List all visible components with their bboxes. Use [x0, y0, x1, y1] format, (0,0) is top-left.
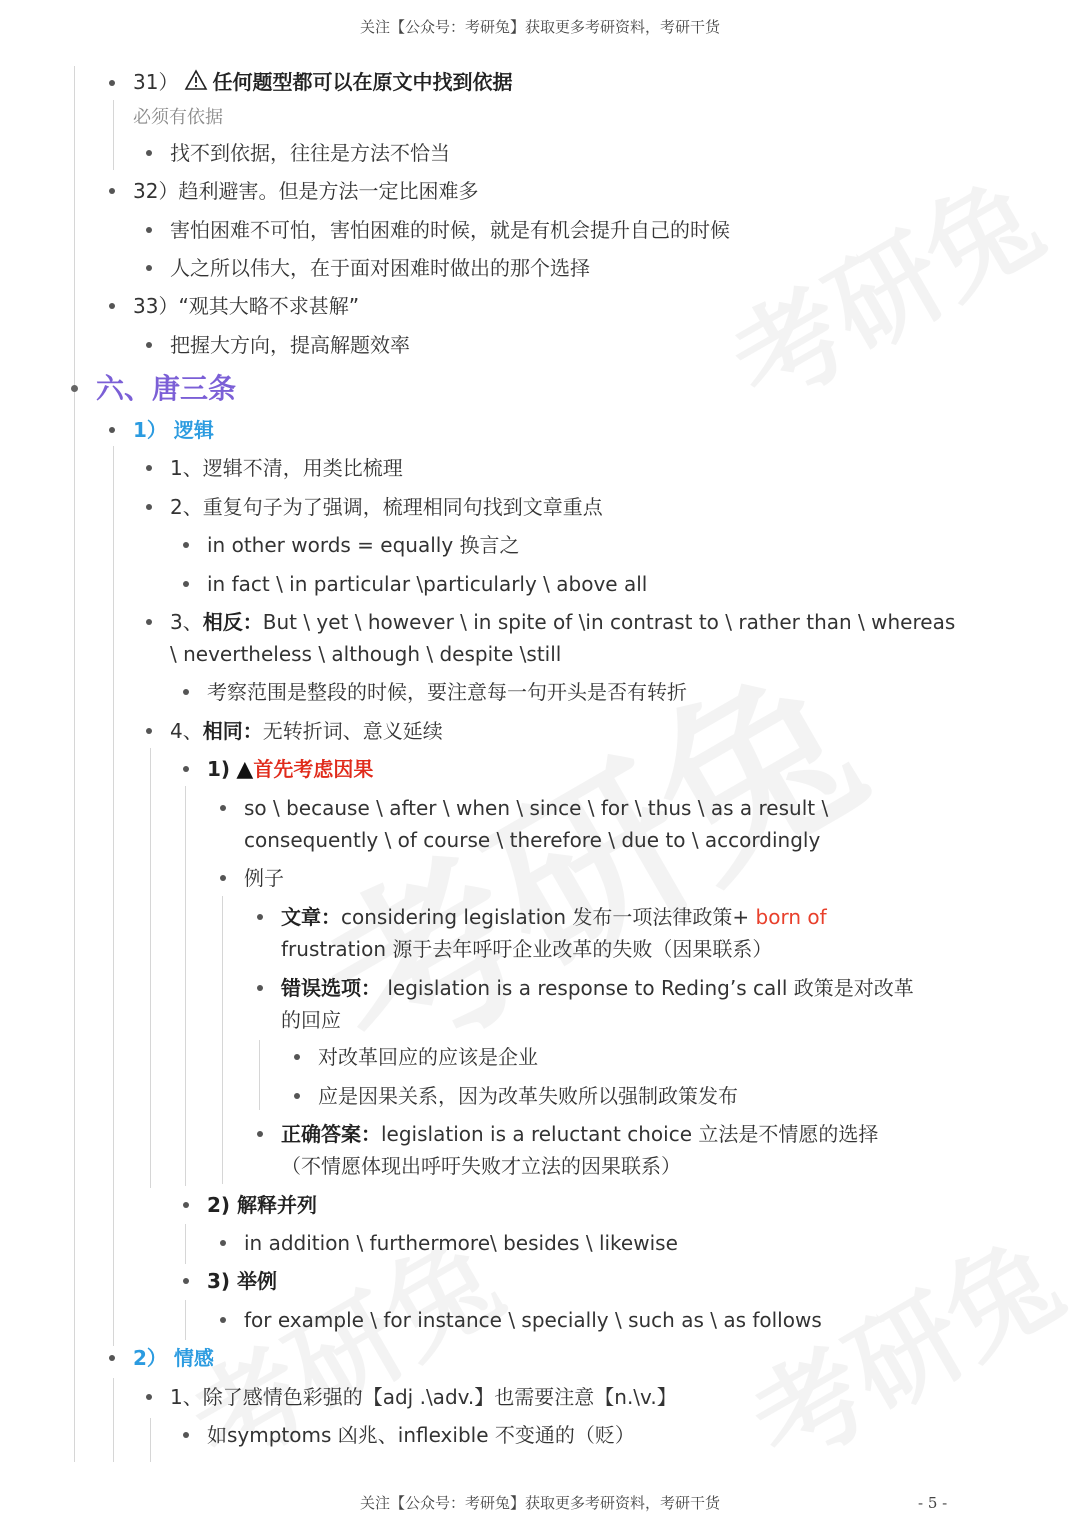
item-prefix: 3、	[170, 610, 203, 634]
item-text: considering legislation 发布一项法律政策+	[341, 905, 756, 929]
bullet	[109, 188, 115, 194]
list-item-continuation: \ nevertheless \ although \ despite \still	[170, 642, 562, 666]
page-header: 关注【公众号：考研兔】获取更多考研资料，考研干货	[359, 18, 720, 36]
item-note: 必须有依据	[133, 107, 223, 128]
list-item: 把握大方向，提高解题效率	[170, 333, 410, 357]
warning-icon	[184, 68, 208, 100]
list-item	[133, 66, 512, 100]
list-item	[170, 606, 955, 638]
item-title: 首先考虑因果	[253, 757, 374, 781]
item-label: 相同：	[202, 719, 263, 743]
bullet	[220, 1317, 226, 1323]
outline-guide	[74, 66, 75, 1462]
outline-guide	[150, 748, 151, 1188]
bullet	[146, 504, 152, 510]
list-item: for example \ for instance \ specially \ such as \ as follows	[244, 1308, 822, 1332]
list-item: 考察范围是整段的时候，要注意每一句开头是否有转折	[207, 680, 687, 704]
list-item: in other words = equally 换言之	[207, 533, 520, 557]
bullet	[146, 227, 152, 233]
bullet	[257, 1131, 263, 1137]
outline-guide	[150, 1418, 151, 1462]
list-item	[281, 1118, 878, 1150]
item-number: 1)	[207, 757, 231, 781]
bullet	[294, 1054, 300, 1060]
list-item: 害怕困难不可怕，害怕困难的时候，就是有机会提升自己的时候	[170, 218, 730, 242]
list-item-continuation: frustration 源于去年呼吁企业改革的失败（因果联系）	[281, 937, 773, 961]
list-item: 应是因果关系，因为改革失败所以强制政策发布	[318, 1084, 738, 1108]
bullet	[183, 1202, 189, 1208]
item-text: 无转折词、意义延续	[262, 719, 443, 743]
list-item	[170, 715, 443, 747]
bullet	[109, 303, 115, 309]
list-item: 人之所以伟大，在于面对困难时做出的那个选择	[170, 256, 590, 280]
list-item: 32）趋利避害。但是方法一定比困难多	[133, 179, 479, 203]
bullet	[109, 1355, 115, 1361]
bullet	[183, 1278, 189, 1284]
item-label: 文章：	[281, 905, 341, 929]
bullet	[146, 265, 152, 271]
page-footer: 关注【公众号：考研兔】获取更多考研资料，考研干货	[359, 1494, 720, 1512]
outline-guide	[222, 896, 223, 1184]
bullet	[183, 689, 189, 695]
bullet	[220, 875, 226, 881]
bullet	[71, 385, 78, 392]
list-item: 1、逻辑不清，用类比梳理	[170, 456, 403, 480]
bullet	[257, 914, 263, 920]
outline-guide	[259, 1040, 260, 1110]
list-item: 2) 解释并列	[207, 1193, 318, 1217]
item-text: legislation is a response to Reding’s call 政策是对改革	[381, 976, 914, 1000]
item-label: 正确答案：	[281, 1122, 381, 1146]
outline-guide	[185, 1300, 186, 1340]
item-number: 31）	[133, 70, 179, 94]
list-item	[207, 753, 373, 786]
bullet	[146, 342, 152, 348]
list-item: in addition \ furthermore\ besides \ likewise	[244, 1231, 678, 1255]
list-item: 如symptoms 凶兆、inflexible 不变通的（贬）	[207, 1423, 635, 1447]
bullet	[183, 1432, 189, 1438]
item-label: 相反：	[202, 610, 263, 634]
subsection-heading: 2） 情感	[133, 1346, 214, 1370]
outline-guide	[113, 100, 114, 170]
bullet	[183, 581, 189, 587]
bullet	[257, 985, 263, 991]
watermark	[700, 135, 1065, 437]
bullet	[109, 427, 115, 433]
bullet	[109, 80, 115, 86]
list-item-continuation: （不情愿体现出呼吁失败才立法的因果联系）	[281, 1154, 681, 1178]
list-item: 例子	[244, 866, 284, 890]
item-text: legislation is a reluctant choice 立法是不情愿的选择	[381, 1122, 879, 1146]
bullet	[146, 728, 152, 734]
list-item: 找不到依据，往往是方法不恰当	[170, 141, 450, 165]
page-number: - 5 -	[918, 1494, 948, 1512]
item-prefix: 4、	[170, 719, 203, 743]
outline-guide	[113, 446, 114, 1346]
outline-guide	[185, 786, 186, 1186]
list-item-continuation: 的回应	[281, 1008, 341, 1032]
bullet	[146, 150, 152, 156]
triangle-icon: ▲	[236, 757, 254, 782]
list-item: 2、重复句子为了强调，梳理相同句找到文章重点	[170, 495, 603, 519]
bullet	[183, 542, 189, 548]
item-text: But \ yet \ however \ in spite of \in contrast to \ rather than \ whereas	[262, 610, 956, 634]
bullet	[183, 766, 189, 772]
list-item: 33）“观其大略不求甚解”	[133, 294, 360, 318]
bullet	[146, 465, 152, 471]
list-item: so \ because \ after \ when \ since \ for \ thus \ as a result \	[244, 796, 829, 820]
list-item: 对改革回应的应该是企业	[318, 1045, 538, 1069]
subsection-heading: 1） 逻辑	[133, 418, 214, 442]
outline-guide	[113, 1378, 114, 1462]
list-item: in fact \ in particular \particularly \ above all	[207, 572, 648, 596]
section-heading: 六、唐三条	[96, 372, 237, 405]
bullet	[294, 1093, 300, 1099]
bullet	[220, 805, 226, 811]
list-item	[281, 972, 914, 1004]
bullet	[220, 1240, 226, 1246]
highlight-text: born of	[755, 905, 827, 929]
list-item: 1、除了感情色彩强的【adj .\adv.】也需要注意【n.\v.】	[170, 1385, 677, 1409]
list-item: 3) 举例	[207, 1269, 278, 1293]
item-title: 任何题型都可以在原文中找到依据	[212, 70, 513, 94]
list-item-continuation: consequently \ of course \ therefore \ due to \ accordingly	[244, 828, 821, 852]
bullet	[146, 1394, 152, 1400]
outline-guide	[185, 1224, 186, 1264]
list-item	[281, 901, 827, 933]
bullet	[146, 619, 152, 625]
watermark	[720, 1195, 1080, 1497]
item-label: 错误选项：	[281, 976, 381, 1000]
